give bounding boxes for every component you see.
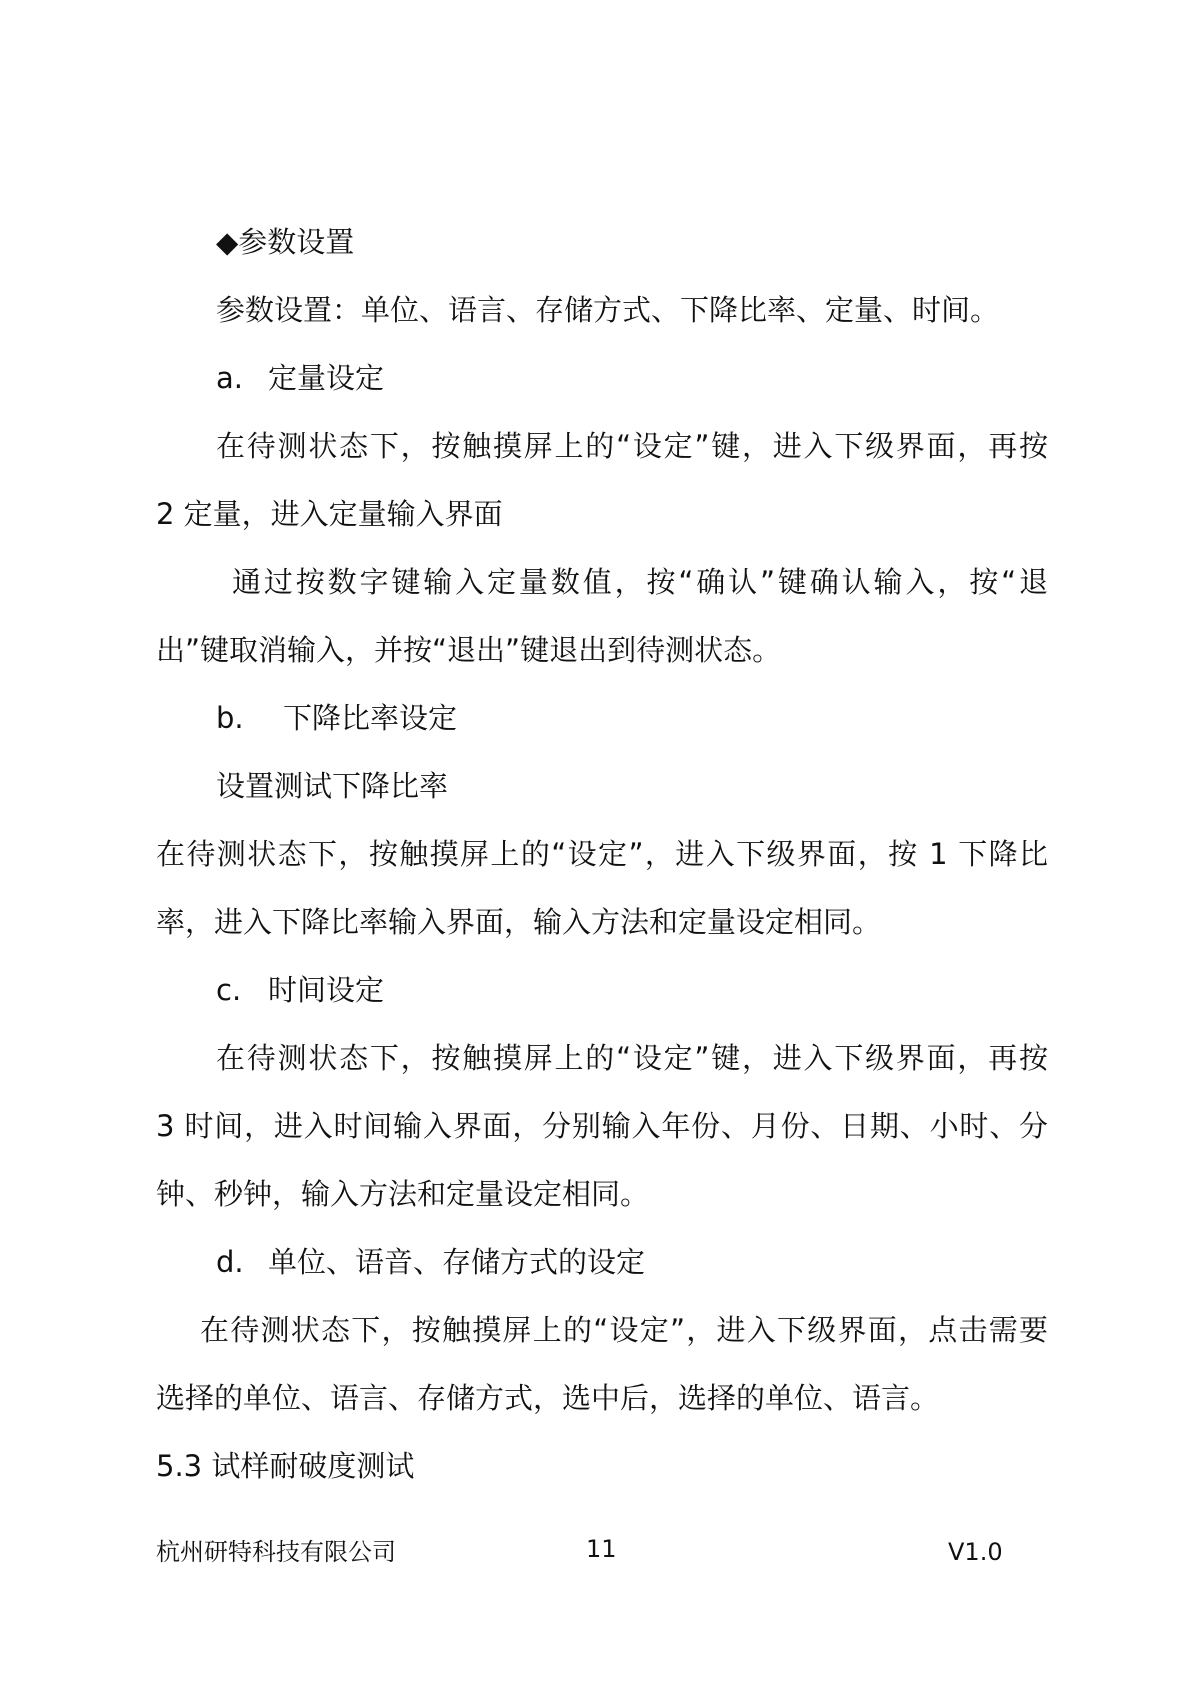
item-c-paragraph-line-2: 3 时间，进入时间输入界面，分别输入年份、月份、日期、小时、分 (156, 1109, 1048, 1143)
item-a-paragraph-1-line-2: 2 定量，进入定量输入界面 (156, 497, 503, 531)
item-a-paragraph-1-line-1: 在待测状态下，按触摸屏上的“设定”键，进入下级界面，再按 (216, 429, 1048, 463)
item-d-title: 单位、语音、存储方式的设定 (268, 1245, 646, 1279)
item-c-marker: c. (216, 973, 242, 1007)
footer-version: V1.0 (948, 1538, 1003, 1566)
item-a-marker: a. (216, 361, 243, 395)
item-b-paragraph-1: 设置测试下降比率 (216, 769, 449, 803)
section-heading: ◆参数设置 (216, 225, 355, 259)
item-b-heading (216, 698, 457, 738)
intro-paragraph: 参数设置：单位、语言、存储方式、下降比率、定量、时间。 (216, 293, 1000, 327)
item-c-paragraph-line-3: 钟、秒钟，输入方法和定量设定相同。 (156, 1177, 650, 1211)
item-b-marker: b. (216, 701, 244, 735)
item-d-marker: d. (216, 1245, 244, 1279)
item-a-title: 定量设定 (268, 361, 385, 395)
footer-page-number: 11 (586, 1535, 617, 1563)
item-c-heading (216, 970, 384, 1010)
item-c-paragraph-line-1: 在待测状态下，按触摸屏上的“设定”键，进入下级界面，再按 (216, 1041, 1048, 1075)
item-b-title: 下降比率设定 (283, 701, 458, 735)
item-b-paragraph-2-line-2: 率，进入下降比率输入界面，输入方法和定量设定相同。 (156, 905, 882, 939)
footer-company: 杭州研特科技有限公司 (156, 1538, 396, 1566)
item-a-paragraph-2-line-1: 通过按数字键输入定量数值，按“确认”键确认输入，按“退 (232, 565, 1048, 599)
section-5-3-heading: 5.3 试样耐破度测试 (156, 1449, 415, 1483)
item-d-heading (216, 1242, 645, 1282)
item-b-paragraph-2-line-1: 在待测状态下，按触摸屏上的“设定”，进入下级界面，按 1 下降比 (156, 837, 1048, 871)
item-a-heading (216, 358, 384, 398)
item-c-title: 时间设定 (268, 973, 385, 1007)
item-d-paragraph-line-1: 在待测状态下，按触摸屏上的“设定”，进入下级界面，点击需要 (200, 1313, 1048, 1347)
item-d-paragraph-line-2: 选择的单位、语言、存储方式，选中后，选择的单位、语言。 (156, 1381, 940, 1415)
item-a-paragraph-2-line-2: 出”键取消输入，并按“退出”键退出到待测状态。 (156, 633, 782, 667)
